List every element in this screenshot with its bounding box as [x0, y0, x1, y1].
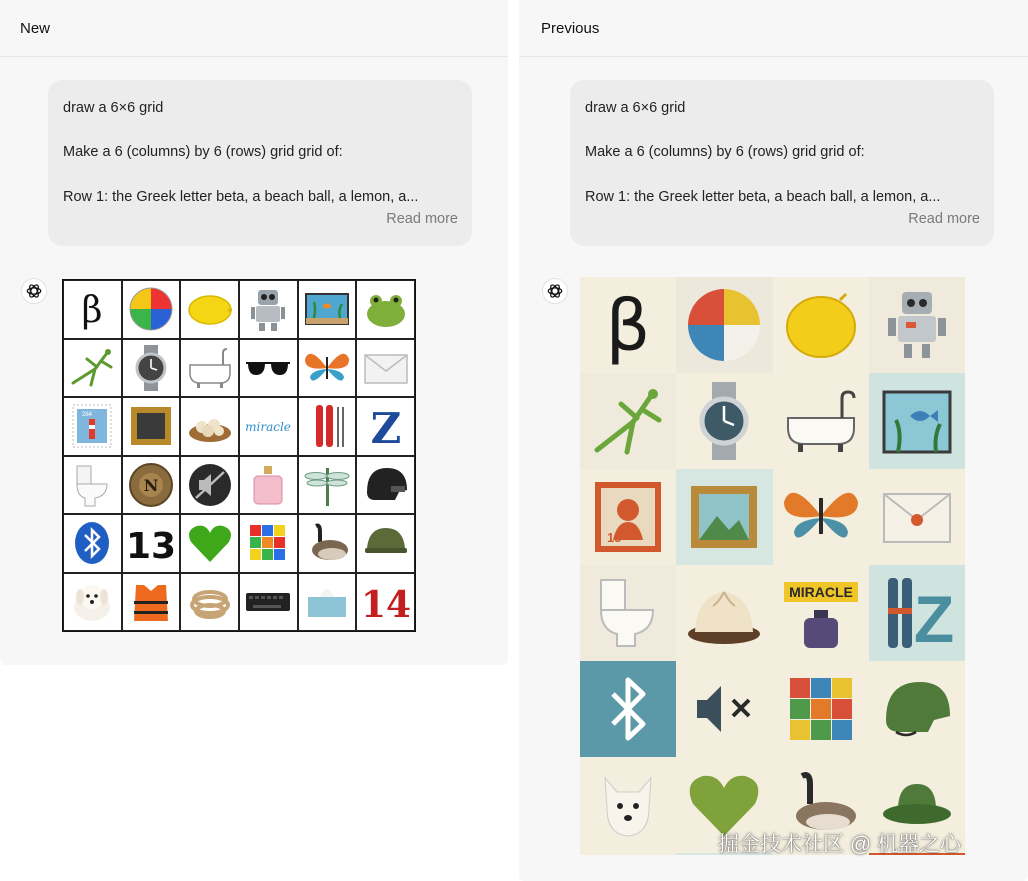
- svg-text:MIRACLE: MIRACLE: [788, 584, 853, 600]
- skis-icon: [869, 565, 965, 661]
- prompt-text-line: draw a 6×6 grid: [63, 100, 164, 116]
- life-vest-icon: [580, 853, 676, 855]
- prompt-text-line: Row 1: the Greek letter beta, a beach ball, a lemon, a...: [63, 188, 419, 205]
- army-helmet-icon: [356, 514, 415, 573]
- coin-icon: [122, 456, 181, 515]
- beta-icon: [63, 280, 122, 339]
- watermark-text: 掘金技术社区 @ 机器之心: [718, 833, 961, 856]
- number-14-icon: [356, 573, 415, 632]
- svg-text:15: 15: [607, 530, 622, 545]
- z-letter-icon: [356, 397, 415, 456]
- mute-icon: [180, 456, 239, 515]
- read-more-link[interactable]: Read more: [386, 210, 458, 227]
- bluetooth-icon: [580, 661, 676, 757]
- sunglasses-icon: [239, 339, 298, 398]
- bao-icon: [676, 565, 772, 661]
- svg-text:Z: Z: [913, 582, 955, 654]
- miracle-icon: [239, 397, 298, 456]
- svg-text:N: N: [143, 475, 159, 495]
- lemon-icon: [773, 277, 869, 373]
- beach-ball-icon: [676, 277, 772, 373]
- envelope-icon: [869, 469, 965, 565]
- toilet-icon: [580, 565, 676, 661]
- chatgpt-logo-icon: [542, 278, 568, 304]
- aquarium-icon: [298, 280, 357, 339]
- bluetooth-icon: [63, 514, 122, 573]
- watch-icon: [122, 339, 181, 398]
- toilet-icon: [63, 456, 122, 515]
- svg-text:β: β: [81, 290, 103, 332]
- prompt-text-line: Make a 6 (columns) by 6 (rows) grid grid of:: [63, 144, 343, 161]
- robot-icon: [239, 280, 298, 339]
- perfume-icon: [239, 456, 298, 515]
- mantis-icon: [580, 373, 676, 469]
- prompt-text-line: Row 1: the Greek letter beta, a beach ball, a lemon, a...: [585, 188, 941, 205]
- heart-icon: [180, 514, 239, 573]
- rope-icon: [180, 573, 239, 632]
- rubiks-cube-icon: [773, 661, 869, 757]
- generated-image-grid[interactable]: [62, 279, 416, 632]
- envelope-icon: [356, 339, 415, 398]
- svg-text:13: 13: [125, 526, 176, 568]
- chatgpt-logo-icon: [21, 278, 47, 304]
- helmet-icon: [356, 456, 415, 515]
- prompt-text-line: draw a 6×6 grid: [585, 100, 686, 116]
- tissue-box-icon: [298, 573, 357, 632]
- prompt-bubble: [48, 80, 472, 246]
- dog-icon: [580, 757, 676, 853]
- butterfly-icon: [773, 469, 869, 565]
- fishbowl-icon: [869, 373, 965, 469]
- miracle-icon: [773, 565, 869, 661]
- comparison-panel-new: [0, 0, 508, 665]
- read-more-link[interactable]: Read more: [908, 210, 980, 227]
- goose-icon: [298, 514, 357, 573]
- watch-icon: [676, 373, 772, 469]
- svg-text:Z: Z: [370, 404, 401, 452]
- keyboard-icon: [239, 573, 298, 632]
- dumplings-icon: [180, 397, 239, 456]
- frog-icon: [356, 280, 415, 339]
- mute-icon: [676, 661, 772, 757]
- generated-image-grid[interactable]: [580, 277, 965, 855]
- butterfly-icon: [298, 339, 357, 398]
- rubiks-cube-icon: [239, 514, 298, 573]
- bathtub-icon: [180, 339, 239, 398]
- lemon-icon: [180, 280, 239, 339]
- stamp-icon: [63, 397, 122, 456]
- helmet-icon: [869, 661, 965, 757]
- stamp-icon: [580, 469, 676, 565]
- number-13-icon: [122, 514, 181, 573]
- svg-text:284: 284: [82, 412, 93, 419]
- panel-title: Previous: [519, 0, 1028, 57]
- picture-frame-icon: [676, 469, 772, 565]
- svg-text:miracle: miracle: [245, 420, 292, 435]
- mantis-icon: [63, 339, 122, 398]
- panel-title: New: [0, 0, 508, 57]
- bathtub-icon: [773, 373, 869, 469]
- prompt-text-line: Make a 6 (columns) by 6 (rows) grid grid of:: [585, 144, 865, 161]
- robot-icon: [869, 277, 965, 373]
- skis-icon: [298, 397, 357, 456]
- dragonfly-icon: [298, 456, 357, 515]
- picture-frame-icon: [122, 397, 181, 456]
- beach-ball-icon: [122, 280, 181, 339]
- svg-text:β: β: [605, 285, 651, 366]
- dog-icon: [63, 573, 122, 632]
- life-vest-icon: [122, 573, 181, 632]
- beta-icon: [580, 277, 676, 373]
- prompt-bubble: [570, 80, 994, 246]
- comparison-panel-previous: [519, 0, 1028, 881]
- svg-text:14: 14: [360, 583, 411, 626]
